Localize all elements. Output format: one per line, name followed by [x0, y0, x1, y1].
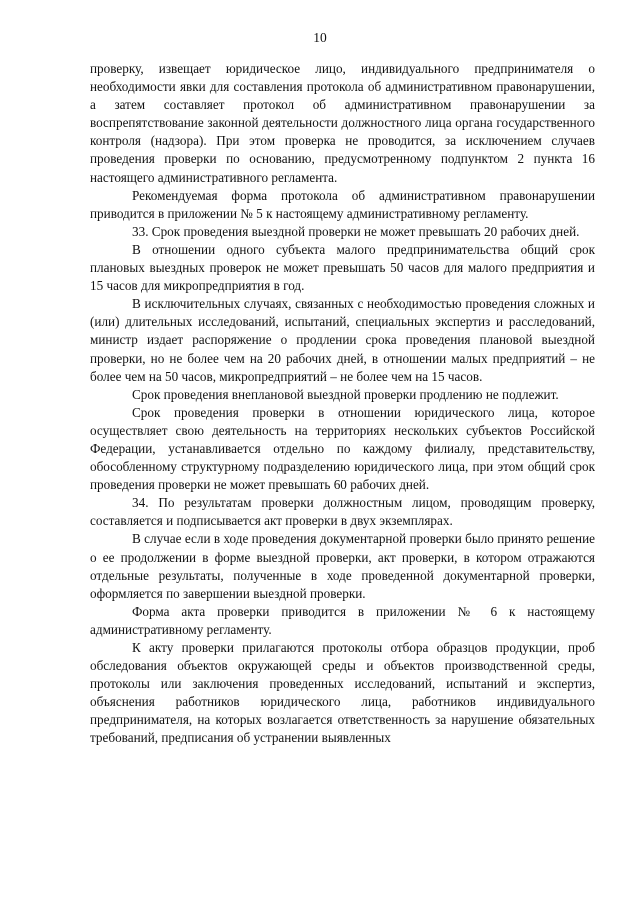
paragraph-continuation: проверку, извещает юридическое лицо, индивидуального предпринимателя о необходимости явки для составления протокола об административном правонарушении, а затем составляет протокол об административном правонарушении за воспрепятствование законной деятельности должностного лица органа государственного контроля (надзора). При этом проверка не проводится, за исключением случаев проведения проверки по основанию, предусмотренному подпунктом 2 пункта 16 настоящего административного регламента. [90, 61, 595, 185]
paragraph-unscheduled-no-extension: Срок проведения внеплановой выездной проверки продлению не подлежит. [132, 386, 559, 402]
paragraph-protocol-form: Рекомендуемая форма протокола об административном правонарушении приводится в приложении № 5 к настоящему административному регламенту. [90, 187, 595, 221]
paragraph-extension-cases: В исключительных случаях, связанных с необходимостью проведения сложных и (или) длительных исследований, испытаний, специальных экспертиз и расследований, министр издает распоряжение о продлении срока проведения плановой выездной проверки, но не более чем на 20 рабочих дней, в отношении малых предприятий – не более чем на 50 часов, микропредприятий – не более чем на 15 часов. [90, 296, 595, 384]
paragraph-act-attachments: К акту проверки прилагаются протоколы отбора образцов продукции, проб обследования объектов окружающей среды и объектов производственной среды, протоколы или заключения проведенных исследований, испытаний и экспертиз, объяснения работников юридического лица, работников индивидуального предпринимателя, на которых возлагается ответственность за нарушение обязательных требований, предписания об устранении выявленных [90, 640, 595, 746]
document-body [90, 60, 595, 748]
paragraph-item-34: 34. По результатам проверки должностным лицом, проводящим проверку, составляется и подписывается акт проверки в двух экземплярах. [90, 495, 595, 529]
paragraph-act-form: Форма акта проверки приводится в приложении № 6 к настоящему административному регламенту. [90, 603, 595, 637]
page-number: 10 [313, 30, 327, 45]
paragraph-small-business-limit: В отношении одного субъекта малого предпринимательства общий срок плановых выездных проверок не может превышать 50 часов для малого предприятия и 15 часов для микропредприятия в год. [90, 241, 595, 294]
paragraph-documentary-continuation: В случае если в ходе проведения документарной проверки было принято решение о ее продолжении в форме выездной проверки, акт проверки, в котором отражаются отдельные результаты, полученные в ходе проведенной документарной проверки, оформляется по завершении выездной проверки. [90, 531, 595, 601]
paragraph-multi-region-entity: Срок проведения проверки в отношении юридического лица, которое осуществляет свою деятельность на территориях нескольких субъектов Российской Федерации, устанавливается отдельно по каждому филиалу, представительству, обособленному структурному подразделению юридического лица, при этом общий срок проведения проверки не может превышать 60 рабочих дней. [90, 404, 595, 493]
paragraph-item-33: 33. Срок проведения выездной проверки не может превышать 20 рабочих дней. [132, 223, 580, 239]
